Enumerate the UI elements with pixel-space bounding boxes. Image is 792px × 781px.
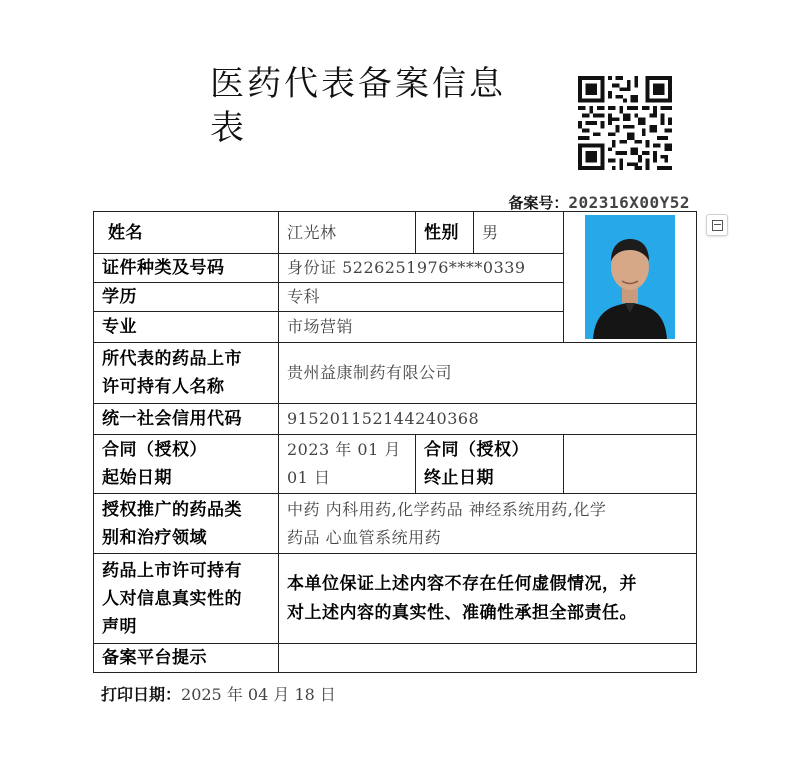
name-label: 姓名	[94, 212, 279, 254]
statement-label	[94, 554, 279, 644]
document-title: 医药代表备案信息表	[210, 64, 506, 148]
contract-end-label	[416, 435, 564, 494]
statement-value-line2: 对上述内容的真实性、准确性承担全部责任。	[287, 602, 637, 623]
statement-label-line2: 人对信息真实性的	[102, 588, 242, 609]
gender-label: 性别	[416, 212, 474, 254]
category-value-line1: 中药 内科用药,化学药品 神经系统用药,化学	[287, 499, 607, 519]
category-value-line2: 药品 心血管系统用药	[287, 527, 442, 547]
platform-value	[279, 644, 697, 673]
holder-label	[94, 343, 279, 404]
category-label-line1: 授权推广的药品类	[102, 499, 242, 520]
statement-value	[279, 554, 697, 644]
category-label	[94, 494, 279, 554]
print-date	[101, 683, 336, 707]
record-number-value: 202316X00Y52	[568, 193, 690, 212]
holder-label-line1: 所代表的药品上市	[102, 349, 242, 369]
id-label: 证件种类及号码	[94, 254, 279, 283]
major-value: 市场营销	[279, 312, 564, 343]
contract-start-label-line2: 起始日期	[102, 468, 172, 488]
statement-label-line1: 药品上市许可持有	[102, 560, 242, 581]
print-date-label: 打印日期：	[101, 685, 182, 704]
statement-label-line3: 声明	[102, 616, 137, 637]
holder-value: 贵州益康制药有限公司	[279, 343, 697, 404]
contract-end-value	[564, 435, 697, 494]
portrait-photo	[585, 215, 675, 339]
contract-start-value-line2: 01 日	[287, 468, 331, 487]
registration-form-table	[93, 211, 697, 673]
statement-value-line1: 本单位保证上述内容不存在任何虚假情况，并	[287, 573, 637, 594]
id-value: 身份证 5226251976****0339	[279, 254, 564, 283]
qr-code	[578, 76, 672, 170]
gender-value: 男	[474, 212, 564, 254]
category-value	[279, 494, 697, 554]
contract-start-value	[279, 435, 416, 494]
holder-label-line2: 许可持有人名称	[102, 377, 225, 397]
contract-start-value-line1: 2023 年 01 月	[287, 440, 401, 459]
contract-start-label	[94, 435, 279, 494]
credit-code-value: 915201152144240368	[279, 404, 697, 435]
record-number-label: 备案号：	[508, 194, 569, 212]
education-value: 专科	[279, 283, 564, 312]
contract-start-label-line1: 合同（授权）	[102, 440, 207, 460]
name-value: 江光林	[279, 212, 416, 254]
contract-end-label-line1: 合同（授权）	[424, 440, 529, 460]
print-date-value: 2025 年 04 月 18 日	[181, 685, 336, 704]
platform-label: 备案平台提示	[94, 644, 279, 673]
education-label: 学历	[94, 283, 279, 312]
expand-icon[interactable]	[706, 214, 728, 236]
photo-cell	[564, 212, 697, 343]
major-label: 专业	[94, 312, 279, 343]
contract-end-label-line2: 终止日期	[424, 468, 494, 488]
category-label-line2: 别和治疗领域	[102, 527, 207, 548]
credit-code-label: 统一社会信用代码	[94, 404, 279, 435]
